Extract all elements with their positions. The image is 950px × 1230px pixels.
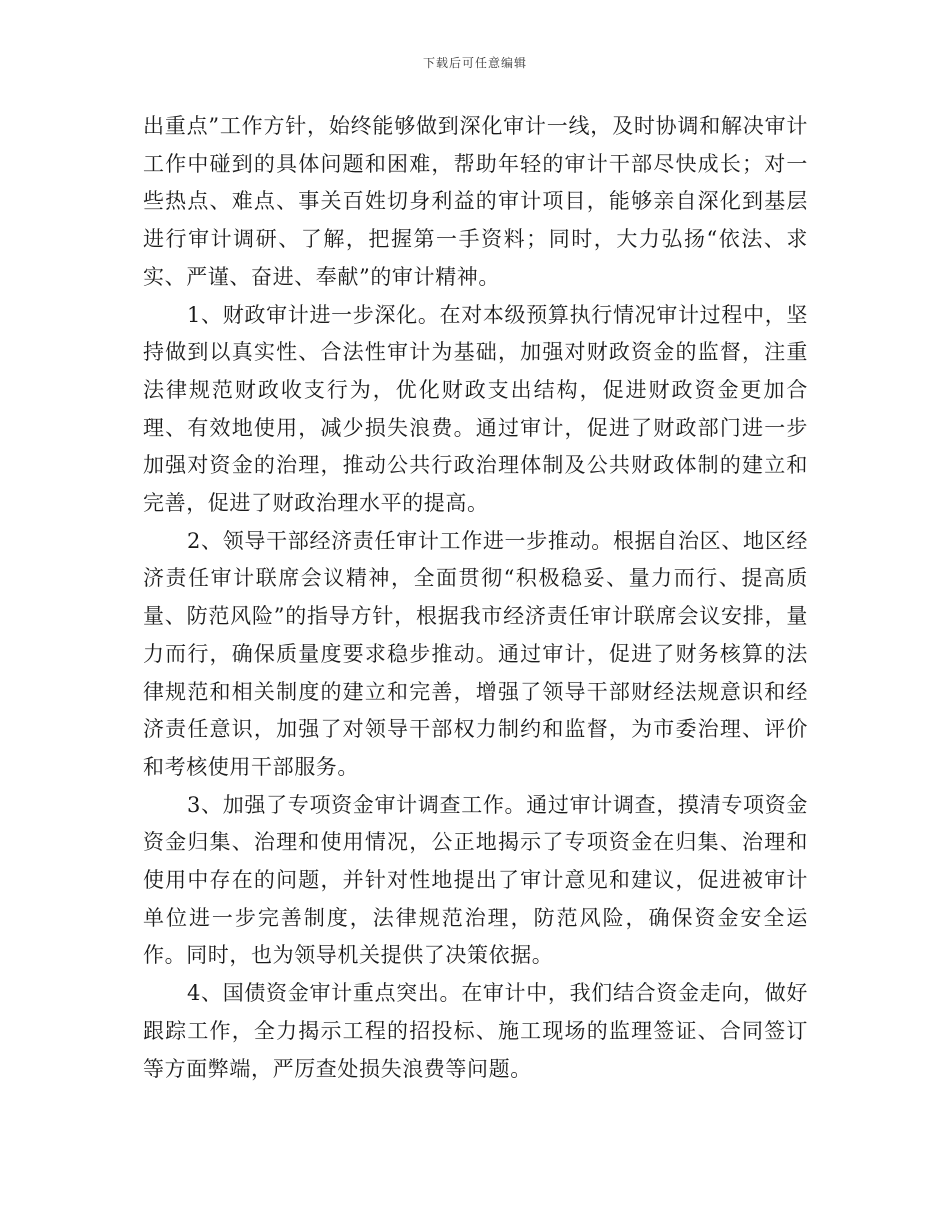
page-header-note: 下载后可任意编辑	[422, 56, 527, 70]
paragraph-fiscal-audit: 1、财政审计进一步深化。在对本级预算执行情况审计过程中，坚持做到以真实性、合法性审计为基础，加强对财政资金的监督，注重法律规范财政收支行为，优化财政支出结构，促进财政资金更加合理、有效地使用，减少损失浪费。通过审计，促进了财政部门进一步加强对资金的治理，推动公共行政治理体制及公共财政体制的建立和完善，促进了财政治理水平的提高。	[143, 302, 808, 516]
document-body	[143, 108, 808, 1088]
paragraph-intro-continuation: 出重点”工作方针，始终能够做到深化审计一线，及时协调和解决审计工作中碰到的具体问题和困难，帮助年轻的审计干部尽快成长；对一些热点、难点、事关百姓切身利益的审计项目，能够亲自深化到基层进行审计调研、了解，把握第一手资料；同时，大力弘扬“依法、求实、严谨、奋进、奉献”的审计精神。	[143, 114, 808, 289]
paragraph-special-funds-audit: 3、加强了专项资金审计调查工作。通过审计调查，摸清专项资金资金归集、治理和使用情况，公正地揭示了专项资金在归集、治理和使用中存在的问题，并针对性地提出了审计意见和建议，促进被审计单位进一步完善制度，法律规范治理，防范风险，确保资金安全运作。同时，也为领导机关提供了决策依据。	[143, 792, 808, 968]
paragraph-national-debt-audit: 4、国债资金审计重点突出。在审计中，我们结合资金走向，做好跟踪工作，全力揭示工程的招投标、施工现场的监理签证、合同签订等方面弊端，严厉查处损失浪费等问题。	[143, 981, 808, 1081]
paragraph-economic-responsibility-audit: 2、领导干部经济责任审计工作进一步推动。根据自治区、地区经济责任审计联席会议精神，全面贯彻“积极稳妥、量力而行、提高质量、防范风险”的指导方针，根据我市经济责任审计联席会议安排，量力而行，确保质量度要求稳步推动。通过审计，促进了财务核算的法律规范和相关制度的建立和完善，增强了领导干部财经法规意识和经济责任意识，加强了对领导干部权力制约和监督，为市委治理、评价和考核使用干部服务。	[143, 528, 808, 779]
